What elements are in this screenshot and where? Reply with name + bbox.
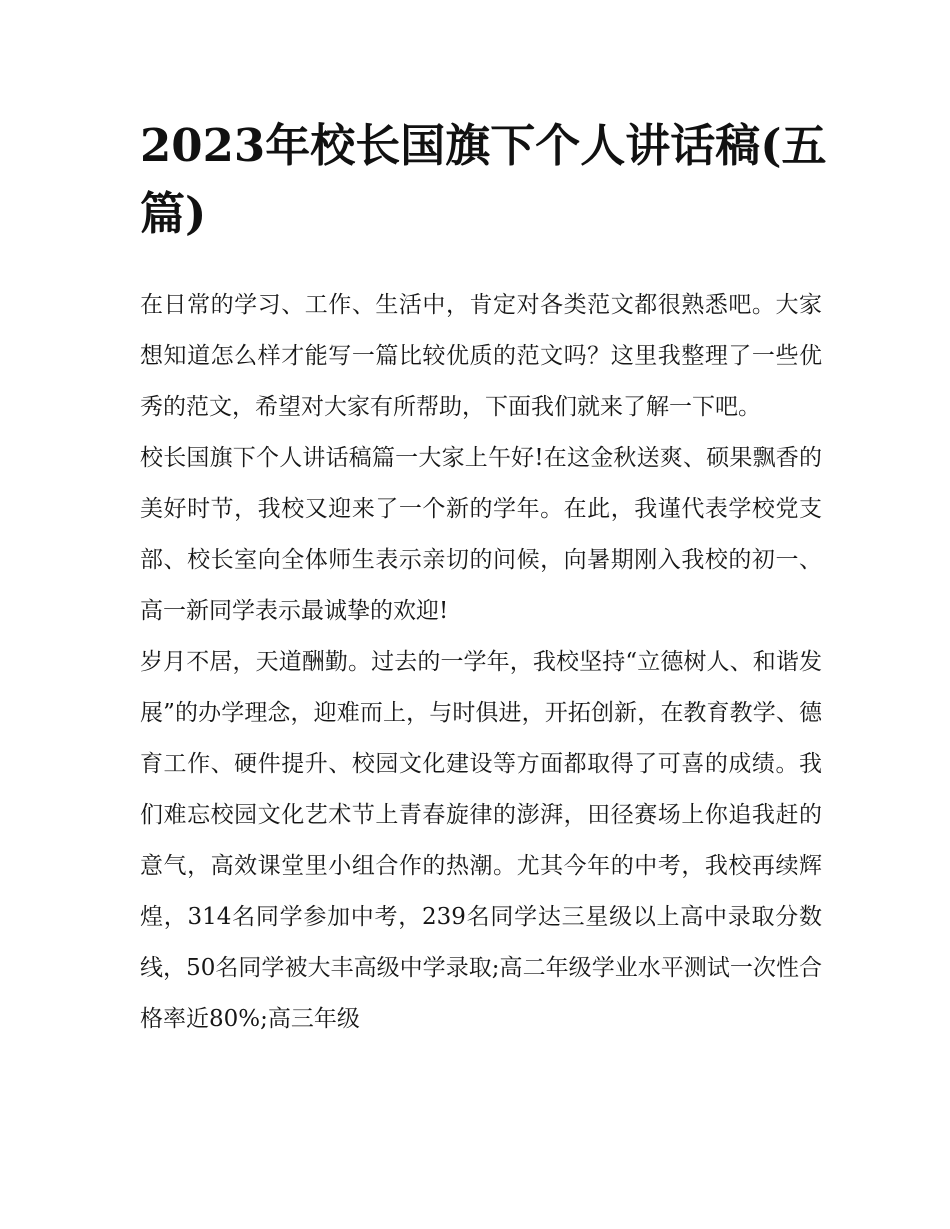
document-title: 2023年校长国旗下个人讲话稿(五篇) [140, 119, 827, 240]
paragraph-intro: 在日常的学习、工作、生活中，肯定对各类范文都很熟悉吧。大家想知道怎么样才能写一篇比较优质的范文吗？这里我整理了一些优秀的范文，希望对大家有所帮助，下面我们就来了解一下吧。 [140, 292, 822, 420]
document-body [140, 280, 822, 1045]
paragraph-achievements: 岁月不居，天道酬勤。过去的一学年，我校坚持“立德树人、和谐发展”的办学理念，迎难而上，与时俱进，开拓创新，在教育教学、德育工作、硬件提升、校园文化建设等方面都取得了可喜的成绩。我们难忘校园文化艺术节上青春旋律的澎湃，田径赛场上你追我赶的意气，高效课堂里小组合作的热潮。尤其今年的中考，我校再续辉煌，314名同学参加中考，239名同学达三星级以上高中录取分数线，50名同学被大丰高级中学录取;高二年级学业水平测试一次性合格率近80%;高三年级 [140, 649, 822, 1032]
paragraph-greeting: 校长国旗下个人讲话稿篇一大家上午好!在这金秋送爽、硕果飘香的美好时节，我校又迎来了一个新的学年。在此，我谨代表学校党支部、校长室向全体师生表示亲切的问候，向暑期刚入我校的初一、高一新同学表示最诚挚的欢迎! [140, 445, 822, 624]
